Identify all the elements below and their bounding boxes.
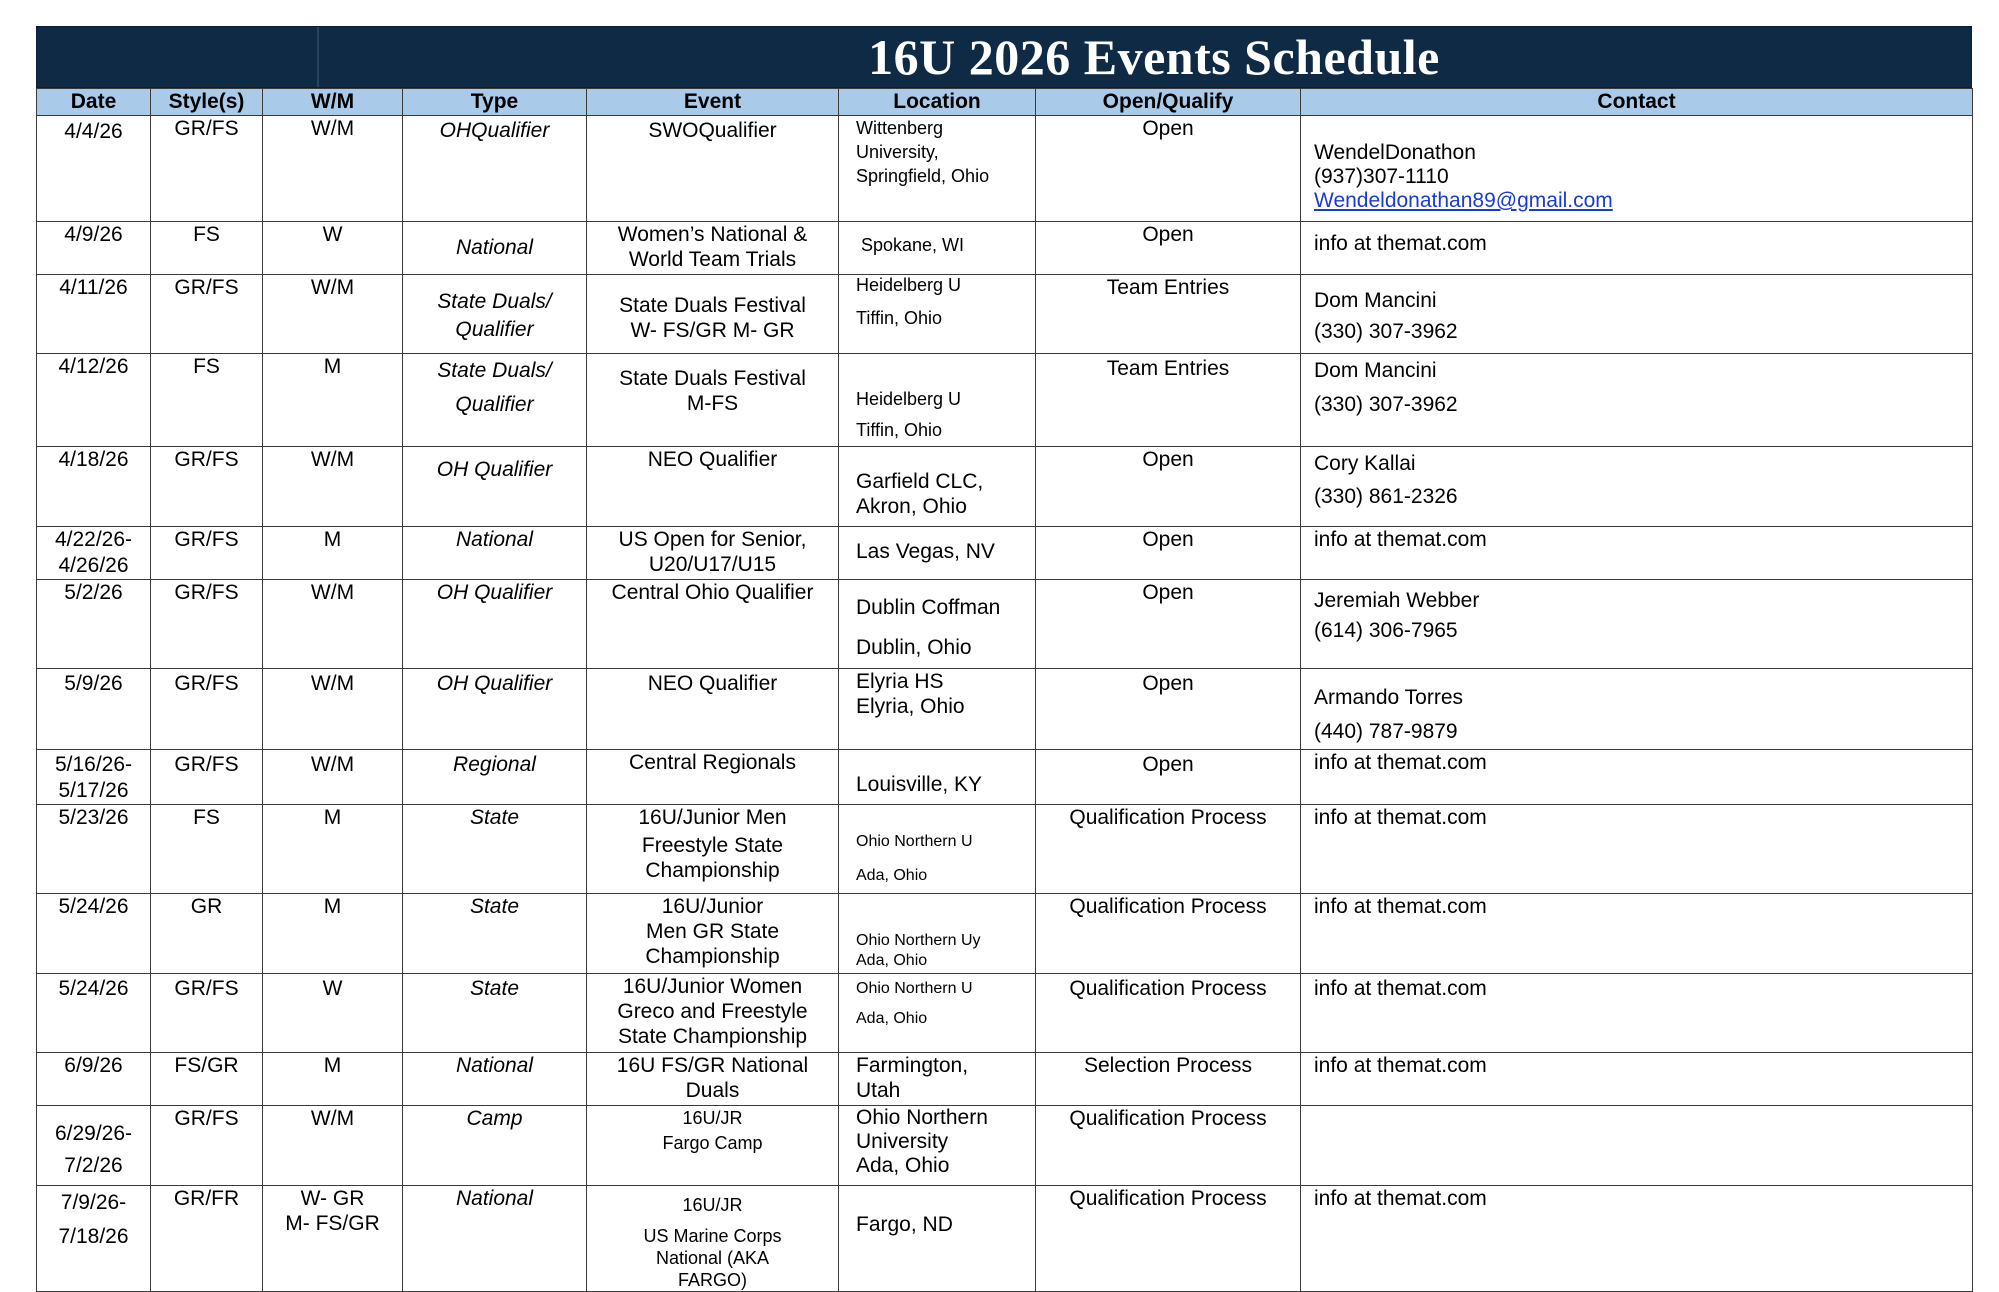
date-cell: 6/29/26- 7/2/26: [37, 1106, 151, 1186]
contact-cell: info at themat.com: [1301, 894, 1973, 974]
style-cell: GR/FS: [151, 750, 263, 805]
event-cell: NEO Qualifier: [587, 669, 839, 750]
event-cell: Central Regionals: [587, 750, 839, 805]
style-cell: GR/FS: [151, 1106, 263, 1186]
type-cell: National: [403, 222, 587, 275]
contact-cell: Dom Mancini (330) 307-3962: [1301, 354, 1973, 447]
contact-email-link[interactable]: Wendeldonathan89@gmail.com: [1314, 189, 1613, 212]
style-cell: GR/FS: [151, 116, 263, 222]
date-cell: 5/24/26: [37, 974, 151, 1053]
contact-cell: info at themat.com: [1301, 222, 1973, 275]
event-cell: 16U/Junior Men GR State Championship: [587, 894, 839, 974]
type-cell: State: [403, 894, 587, 974]
open-qualify-cell: Team Entries: [1036, 275, 1301, 354]
table-row: [37, 275, 1973, 354]
event-cell: SWOQualifier: [587, 116, 839, 222]
location-cell: Louisville, KY: [839, 750, 1036, 805]
contact-cell: info at themat.com: [1301, 1186, 1973, 1292]
contact-cell: Dom Mancini (330) 307-3962: [1301, 275, 1973, 354]
date-cell: 5/16/26- 5/17/26: [37, 750, 151, 805]
contact-cell: info at themat.com: [1301, 1053, 1973, 1106]
open-qualify-cell: Open: [1036, 447, 1301, 527]
header-style: Style(s): [151, 89, 263, 116]
open-qualify-cell: Selection Process: [1036, 1053, 1301, 1106]
wm-cell: M: [263, 1053, 403, 1106]
type-cell: National: [403, 1186, 587, 1292]
date-cell: 4/22/26- 4/26/26: [37, 527, 151, 580]
title-bar: [36, 26, 1972, 88]
location-cell: Farmington, Utah: [839, 1053, 1036, 1106]
header-contact: Contact: [1301, 89, 1973, 116]
type-cell: Camp: [403, 1106, 587, 1186]
wm-cell: W- GR M- FS/GR: [263, 1186, 403, 1292]
event-cell: State Duals Festival W- FS/GR M- GR: [587, 275, 839, 354]
open-qualify-cell: Open: [1036, 669, 1301, 750]
contact-cell: info at themat.com: [1301, 750, 1973, 805]
header-event: Event: [587, 89, 839, 116]
open-qualify-cell: Qualification Process: [1036, 974, 1301, 1053]
table-row: [37, 974, 1973, 1053]
style-cell: GR/FS: [151, 580, 263, 669]
contact-cell: info at themat.com: [1301, 805, 1973, 894]
location-cell: Ohio Northern University Ada, Ohio: [839, 1106, 1036, 1186]
location-cell: Fargo, ND: [839, 1186, 1036, 1292]
location-cell: Dublin Coffman Dublin, Ohio: [839, 580, 1036, 669]
date-cell: 5/2/26: [37, 580, 151, 669]
event-cell: 16U/Junior Women Greco and Freestyle State Championship: [587, 974, 839, 1053]
date-cell: 5/9/26: [37, 669, 151, 750]
location-cell: Las Vegas, NV: [839, 527, 1036, 580]
contact-cell: [1301, 1106, 1973, 1186]
location-cell: Heidelberg U Tiffin, Ohio: [839, 275, 1036, 354]
type-cell: National: [403, 1053, 587, 1106]
header-open-qualify: Open/Qualify: [1036, 89, 1301, 116]
table-row: [37, 1053, 1973, 1106]
open-qualify-cell: Open: [1036, 222, 1301, 275]
style-cell: GR: [151, 894, 263, 974]
event-cell: Central Ohio Qualifier: [587, 580, 839, 669]
date-cell: 4/11/26: [37, 275, 151, 354]
contact-cell: Jeremiah Webber (614) 306-7965: [1301, 580, 1973, 669]
wm-cell: M: [263, 354, 403, 447]
wm-cell: W/M: [263, 447, 403, 527]
type-cell: Regional: [403, 750, 587, 805]
wm-cell: W: [263, 222, 403, 275]
table-row: [37, 1186, 1973, 1292]
table-row: [37, 116, 1973, 222]
type-cell: OHQualifier: [403, 116, 587, 222]
open-qualify-cell: Qualification Process: [1036, 805, 1301, 894]
event-cell: State Duals Festival M-FS: [587, 354, 839, 447]
open-qualify-cell: Qualification Process: [1036, 894, 1301, 974]
table-row: [37, 354, 1973, 447]
event-cell: NEO Qualifier: [587, 447, 839, 527]
table-row: [37, 894, 1973, 974]
page-title: 16U 2026 Events Schedule: [868, 29, 1440, 85]
title-divider: [317, 27, 319, 87]
event-cell: US Open for Senior, U20/U17/U15: [587, 527, 839, 580]
contact-cell: Armando Torres (440) 787-9879: [1301, 669, 1973, 750]
header-row: [37, 89, 1973, 116]
date-cell: 4/9/26: [37, 222, 151, 275]
location-cell: Ohio Northern U Ada, Ohio: [839, 974, 1036, 1053]
header-wm: W/M: [263, 89, 403, 116]
style-cell: FS: [151, 354, 263, 447]
open-qualify-cell: Open: [1036, 527, 1301, 580]
open-qualify-cell: Open: [1036, 750, 1301, 805]
wm-cell: M: [263, 805, 403, 894]
table-row: [37, 580, 1973, 669]
table-row: [37, 447, 1973, 527]
table-row: [37, 750, 1973, 805]
date-cell: 6/9/26: [37, 1053, 151, 1106]
wm-cell: W/M: [263, 116, 403, 222]
table-row: [37, 1106, 1973, 1186]
wm-cell: M: [263, 527, 403, 580]
open-qualify-cell: Open: [1036, 116, 1301, 222]
location-cell: Ohio Northern U Ada, Ohio: [839, 805, 1036, 894]
open-qualify-cell: Qualification Process: [1036, 1106, 1301, 1186]
type-cell: OH Qualifier: [403, 580, 587, 669]
style-cell: GR/FS: [151, 669, 263, 750]
style-cell: FS/GR: [151, 1053, 263, 1106]
location-cell: Wittenberg University, Springfield, Ohio: [839, 116, 1036, 222]
event-cell: 16U/JR US Marine Corps National (AKA FARGO): [587, 1186, 839, 1292]
type-cell: OH Qualifier: [403, 669, 587, 750]
date-cell: 4/12/26: [37, 354, 151, 447]
wm-cell: W/M: [263, 669, 403, 750]
event-cell: Women’s National & World Team Trials: [587, 222, 839, 275]
date-cell: 4/18/26: [37, 447, 151, 527]
open-qualify-cell: Open: [1036, 580, 1301, 669]
open-qualify-cell: Team Entries: [1036, 354, 1301, 447]
header-location: Location: [839, 89, 1036, 116]
contact-cell: Cory Kallai (330) 861-2326: [1301, 447, 1973, 527]
type-cell: National: [403, 527, 587, 580]
open-qualify-cell: Qualification Process: [1036, 1186, 1301, 1292]
location-cell: Elyria HS Elyria, Ohio: [839, 669, 1036, 750]
style-cell: FS: [151, 222, 263, 275]
date-cell: 4/4/26: [37, 116, 151, 222]
wm-cell: W/M: [263, 275, 403, 354]
event-cell: 16U/Junior Men Freestyle State Championship: [587, 805, 839, 894]
wm-cell: M: [263, 894, 403, 974]
table-row: [37, 222, 1973, 275]
contact-cell: info at themat.com: [1301, 527, 1973, 580]
style-cell: GR/FS: [151, 974, 263, 1053]
date-cell: 7/9/26- 7/18/26: [37, 1186, 151, 1292]
date-cell: 5/24/26: [37, 894, 151, 974]
type-cell: State: [403, 805, 587, 894]
style-cell: FS: [151, 805, 263, 894]
contact-cell: info at themat.com: [1301, 974, 1973, 1053]
table-row: [37, 669, 1973, 750]
header-date: Date: [37, 89, 151, 116]
events-table: [36, 88, 1973, 1292]
type-cell: State Duals/ Qualifier: [403, 354, 587, 447]
style-cell: GR/FS: [151, 447, 263, 527]
schedule-sheet: [36, 26, 1972, 1292]
wm-cell: W: [263, 974, 403, 1053]
style-cell: GR/FS: [151, 275, 263, 354]
wm-cell: W/M: [263, 580, 403, 669]
table-row: [37, 527, 1973, 580]
location-cell: Garfield CLC, Akron, Ohio: [839, 447, 1036, 527]
event-cell: 16U FS/GR National Duals: [587, 1053, 839, 1106]
wm-cell: W/M: [263, 1106, 403, 1186]
type-cell: OH Qualifier: [403, 447, 587, 527]
location-cell: Ohio Northern Uy Ada, Ohio: [839, 894, 1036, 974]
type-cell: State: [403, 974, 587, 1053]
table-row: [37, 805, 1973, 894]
event-cell: 16U/JR Fargo Camp: [587, 1106, 839, 1186]
wm-cell: W/M: [263, 750, 403, 805]
header-type: Type: [403, 89, 587, 116]
location-cell: Spokane, WI: [839, 222, 1036, 275]
location-cell: Heidelberg U Tiffin, Ohio: [839, 354, 1036, 447]
date-cell: 5/23/26: [37, 805, 151, 894]
style-cell: GR/FR: [151, 1186, 263, 1292]
type-cell: State Duals/ Qualifier: [403, 275, 587, 354]
contact-cell: WendelDonathon (937)307-1110 Wendeldonathan89@gmail.com: [1301, 116, 1973, 222]
style-cell: GR/FS: [151, 527, 263, 580]
